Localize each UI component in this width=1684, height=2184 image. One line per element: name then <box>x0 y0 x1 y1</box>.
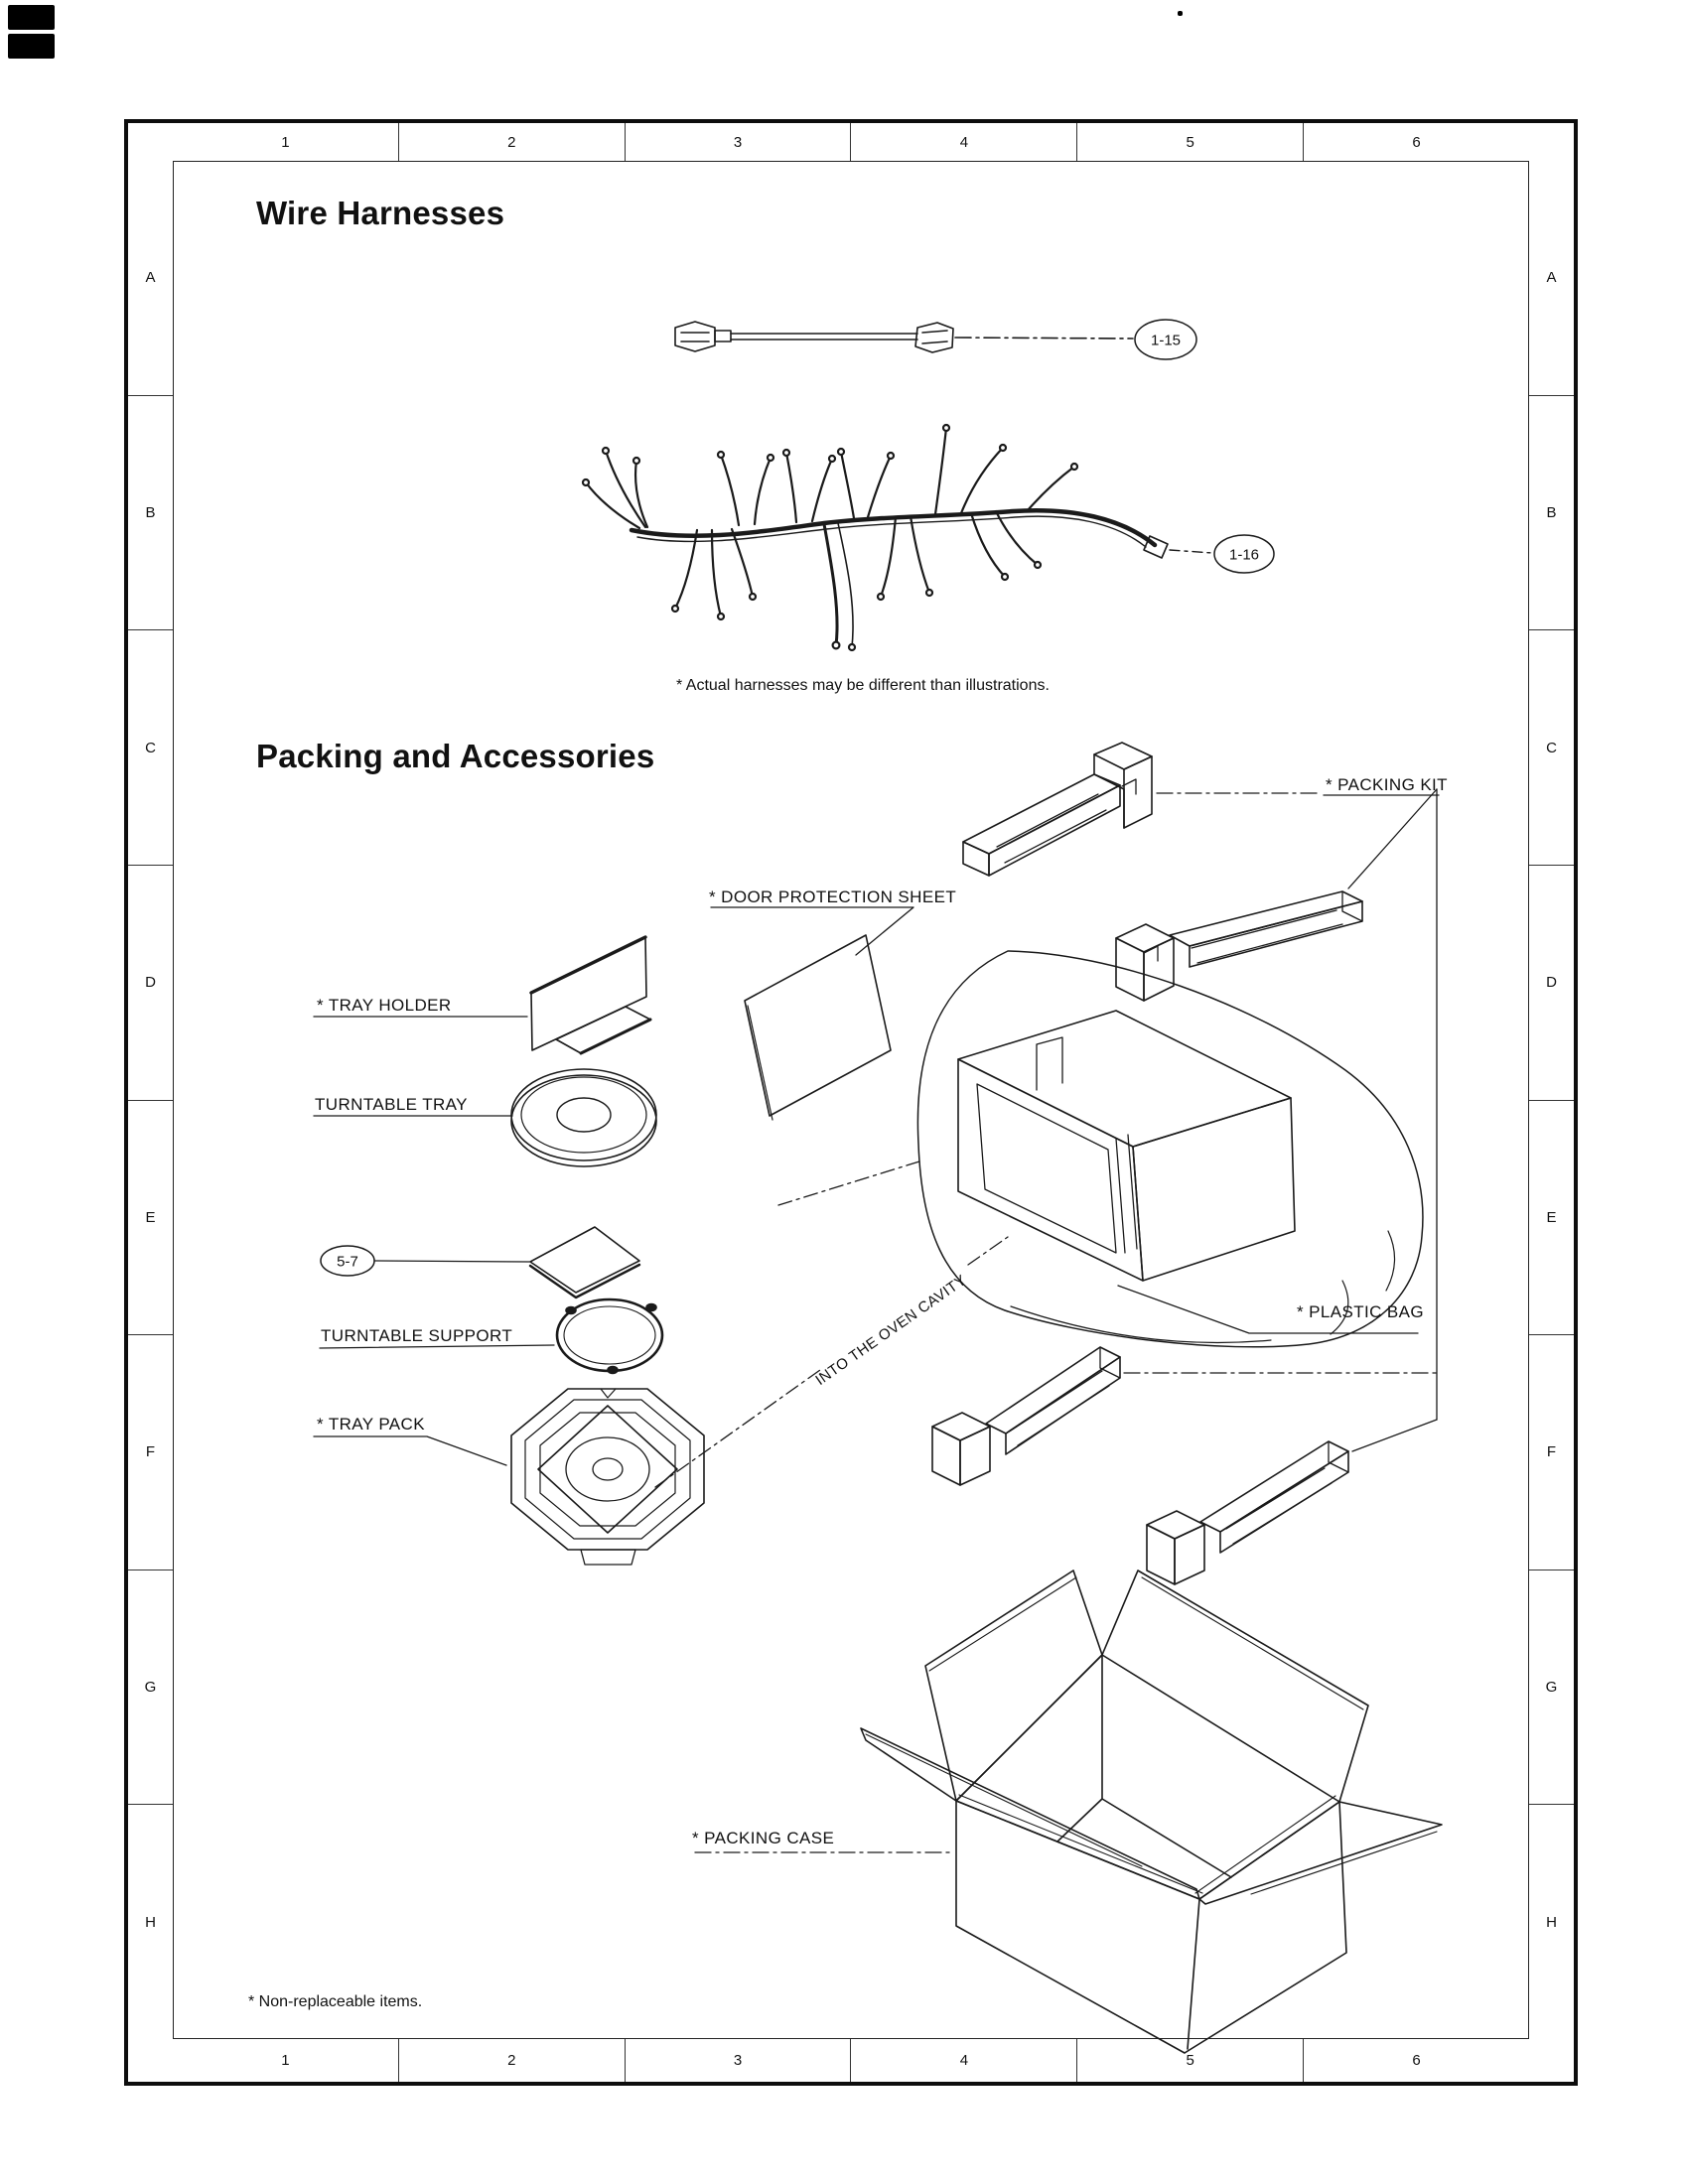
section-title-packing: Packing and Accessories <box>256 738 655 774</box>
label-turntable-tray: TURNTABLE TRAY <box>315 1095 468 1114</box>
grid-column-label: 3 <box>626 2039 852 2082</box>
grid-row-label: D <box>1529 866 1574 1101</box>
scan-artifact <box>8 5 55 30</box>
grid-row-label: B <box>1529 396 1574 631</box>
grid-column-label: 4 <box>851 123 1077 161</box>
callout-1-15: 1-15 <box>1150 332 1182 349</box>
grid-row-label: E <box>1529 1101 1574 1336</box>
grid-row-label: A <box>128 161 173 396</box>
grid-columns-bottom <box>173 2039 1529 2082</box>
grid-column-label: 6 <box>1412 2052 1421 2069</box>
grid-row-label: C <box>128 630 173 866</box>
label-tray-holder: * TRAY HOLDER <box>317 996 452 1015</box>
grid-row-label: A <box>1529 161 1574 396</box>
label-tray-pack: * TRAY PACK <box>317 1415 425 1433</box>
callout-1-16: 1-16 <box>1228 546 1260 564</box>
grid-column-label: 6 <box>1412 133 1421 151</box>
grid-column-label: 4 <box>851 2039 1077 2082</box>
grid-row-label: H <box>1546 1913 1557 1931</box>
grid-row-label: F <box>1529 1335 1574 1570</box>
label-plastic-bag: * PLASTIC BAG <box>1297 1302 1425 1321</box>
grid-column-label: 1 <box>173 2039 399 2082</box>
grid-column-label: 5 <box>1077 2039 1304 2082</box>
grid-row-label: G <box>128 1570 173 1806</box>
grid-column-label: 1 <box>173 123 399 161</box>
scan-artifact <box>8 34 55 59</box>
grid-column-label: 2 <box>399 123 626 161</box>
label-door-protection-sheet: * DOOR PROTECTION SHEET <box>709 887 957 906</box>
harness-disclaimer-note: * Actual harnesses may be different than illustrations. <box>676 677 1050 694</box>
grid-column-label: 2 <box>399 2039 626 2082</box>
label-turntable-support: TURNTABLE SUPPORT <box>321 1326 513 1345</box>
grid-row-label: B <box>128 396 173 631</box>
grid-row-label: G <box>1529 1570 1574 1806</box>
grid-row-label: H <box>145 1913 156 1931</box>
callout-5-7: 5-7 <box>337 1253 358 1271</box>
grid-rows-left <box>128 161 173 2039</box>
grid-row-label: F <box>128 1335 173 1570</box>
grid-column-label: 5 <box>1077 123 1304 161</box>
grid-row-label: C <box>1529 630 1574 866</box>
grid-rows-right <box>1529 161 1574 2039</box>
grid-row-label: D <box>128 866 173 1101</box>
non-replaceable-note: * Non-replaceable items. <box>248 1993 423 2010</box>
section-title-wire-harnesses: Wire Harnesses <box>256 195 505 231</box>
label-into-oven-cavity: INTO THE OVEN CAVITY <box>812 1272 970 1389</box>
grid-columns-top <box>173 123 1529 161</box>
grid-row-label: E <box>128 1101 173 1336</box>
label-packing-case: * PACKING CASE <box>692 1829 835 1847</box>
grid-column-label: 3 <box>626 123 852 161</box>
scan-artifact <box>1178 11 1183 16</box>
label-packing-kit: * PACKING KIT <box>1326 775 1448 794</box>
